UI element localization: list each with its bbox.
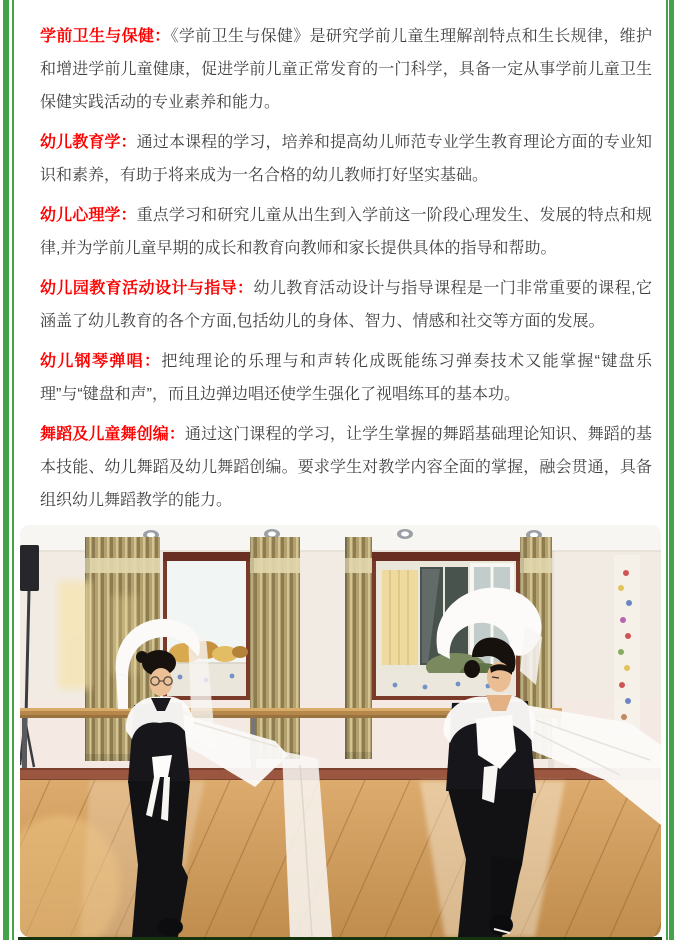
course-name: 幼儿教育学：: [40, 134, 137, 151]
article-body: [14, 0, 662, 525]
course-name: 幼儿心理学：: [40, 207, 137, 224]
course-description: 通过这门课程的学习，让学生掌握的舞蹈基础理论知识、舞蹈的基本技能、幼儿舞蹈及幼儿舞蹈创编。要求学生对教学内容全面的掌握，融会贯通，具备组织幼儿舞蹈教学的能力。: [40, 426, 652, 509]
course-description: 通过本课程的学习，培养和提高幼儿师范专业学生教育理论方面的专业知识和素养，有助于将来成为一名合格的幼儿教师打好坚实基础。: [40, 134, 652, 184]
right-green-bar: [669, 0, 674, 940]
course-paragraph: [40, 272, 652, 338]
course-paragraph: [40, 418, 652, 517]
course-description: 把纯理论的乐理与和声转化成既能练习弹奏技术又能掌握“键盘乐理”与“键盘和声”，而且边弹边唱还使学生强化了视唱练耳的基本功。: [40, 353, 652, 403]
baseboard: [20, 768, 661, 781]
course-name: 幼儿钢琴弹唱：: [40, 353, 162, 370]
course-paragraph: [40, 20, 652, 119]
course-name: 幼儿园教育活动设计与指导：: [40, 280, 254, 297]
course-paragraph: [40, 345, 652, 411]
course-paragraph: [40, 199, 652, 265]
right-green-line: [666, 0, 668, 940]
floor: [20, 780, 661, 937]
left-green-bar: [3, 0, 9, 940]
course-paragraph: [40, 126, 652, 192]
course-description: 幼儿教育活动设计与指导课程是一门非常重要的课程,它涵盖了幼儿教育的各个方面,包括幼儿的身体、智力、情感和社交等方面的发展。: [40, 280, 652, 330]
course-name: 舞蹈及儿童舞创编：: [40, 426, 185, 443]
course-description: 重点学习和研究儿童从出生到入学前这一阶段心理发生、发展的特点和规律,并为学前儿童早期的成长和教育向教师和家长提供具体的指导和帮助。: [40, 207, 652, 257]
wall-dots-decor: [614, 555, 640, 735]
course-name: 学前卫生与保健：: [40, 28, 171, 45]
course-description: 《学前卫生与保健》是研究学前儿童生理解剖特点和生长规律，维护和增进学前儿童健康，促进学前儿童正常发育的一门科学，具备一定从事学前儿童卫生保健实践活动的专业素养和能力。: [40, 28, 652, 111]
dance-studio-photo: [20, 525, 661, 937]
